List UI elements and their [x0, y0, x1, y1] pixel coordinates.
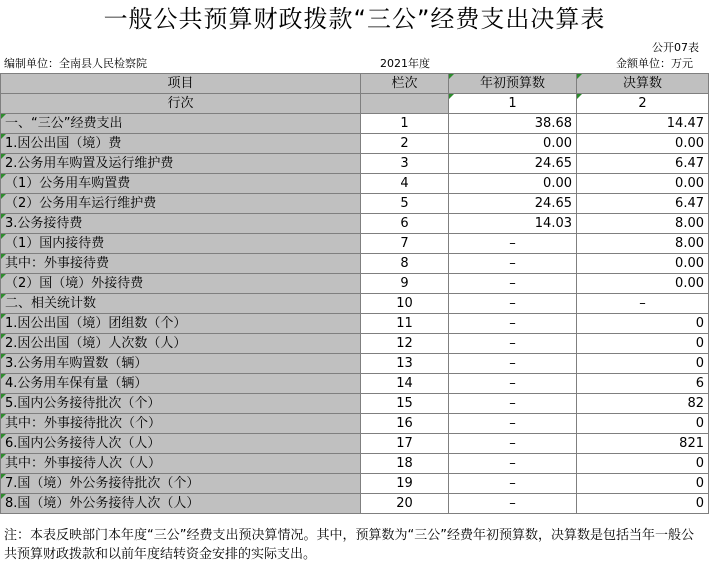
row-budget: – — [449, 374, 577, 394]
row-final: 0 — [577, 494, 709, 514]
row-final: 0 — [577, 314, 709, 334]
header-blank — [361, 94, 449, 114]
report-title: 一般公共预算财政拨款“三公”经费支出决算表 — [103, 5, 606, 33]
amount-unit: 金额单位：万元 — [616, 57, 693, 70]
header-final: 决算数 — [577, 74, 709, 94]
row-final: 0 — [577, 354, 709, 374]
row-final: – — [577, 294, 709, 314]
row-item: 一、“三公”经费支出 — [1, 114, 361, 134]
table-row — [1, 134, 709, 154]
row-item: 其中：外事接待费 — [1, 254, 361, 274]
row-item: 其中：外事接待人次（人） — [1, 454, 361, 474]
row-number: 3 — [361, 154, 449, 174]
row-number: 16 — [361, 414, 449, 434]
row-final: 6.47 — [577, 154, 709, 174]
row-budget: 0.00 — [449, 174, 577, 194]
table-row — [1, 214, 709, 234]
table-row — [1, 174, 709, 194]
table-row — [1, 274, 709, 294]
table-row — [1, 194, 709, 214]
row-item: 二、相关统计数 — [1, 294, 361, 314]
table-row — [1, 114, 709, 134]
row-number: 11 — [361, 314, 449, 334]
row-final: 0.00 — [577, 274, 709, 294]
row-number: 15 — [361, 394, 449, 414]
row-final: 8.00 — [577, 214, 709, 234]
row-item: 1.因公出国（境）费 — [1, 134, 361, 154]
row-number: 7 — [361, 234, 449, 254]
row-budget: – — [449, 254, 577, 274]
row-final: 8.00 — [577, 234, 709, 254]
row-item: 3.公务接待费 — [1, 214, 361, 234]
table-row — [1, 494, 709, 514]
row-final: 0 — [577, 474, 709, 494]
table-row — [1, 334, 709, 354]
header-item: 项目 — [1, 74, 361, 94]
table-row — [1, 414, 709, 434]
row-number: 19 — [361, 474, 449, 494]
row-number: 17 — [361, 434, 449, 454]
row-budget: – — [449, 334, 577, 354]
table-row — [1, 294, 709, 314]
expense-table — [0, 73, 709, 514]
row-number: 6 — [361, 214, 449, 234]
header-final-no: 2 — [577, 94, 709, 114]
row-final: 6 — [577, 374, 709, 394]
row-budget: 38.68 — [449, 114, 577, 134]
row-number: 20 — [361, 494, 449, 514]
table-row — [1, 474, 709, 494]
row-item: 4.公务用车保有量（辆） — [1, 374, 361, 394]
row-final: 82 — [577, 394, 709, 414]
row-item: 2.公务用车购置及运行维护费 — [1, 154, 361, 174]
row-budget: 14.03 — [449, 214, 577, 234]
row-item: （2）国（境）外接待费 — [1, 274, 361, 294]
row-item: 其中：外事接待批次（个） — [1, 414, 361, 434]
row-number: 4 — [361, 174, 449, 194]
header-budget-no: 1 — [449, 94, 577, 114]
row-item: 7.国（境）外公务接待批次（个） — [1, 474, 361, 494]
footnote: 注：本表反映部门本年度“三公”经费支出预决算情况。其中，预算数为“三公”经费年初预算数，决算数是包括当年一般公共预算财政拨款和以前年度结转资金安排的实际支出。 — [4, 528, 694, 562]
row-item: 2.因公出国（境）人次数（人） — [1, 334, 361, 354]
form-code: 公开07表 — [652, 41, 699, 54]
row-final: 14.47 — [577, 114, 709, 134]
header-budget: 年初预算数 — [449, 74, 577, 94]
row-budget: – — [449, 454, 577, 474]
row-final: 6.47 — [577, 194, 709, 214]
header-col-no: 栏次 — [361, 74, 449, 94]
row-item: 6.国内公务接待人次（人） — [1, 434, 361, 454]
header-index-row — [1, 94, 709, 114]
row-budget: – — [449, 234, 577, 254]
row-budget: – — [449, 394, 577, 414]
row-number: 9 — [361, 274, 449, 294]
table-row — [1, 154, 709, 174]
table-row — [1, 354, 709, 374]
row-final: 0 — [577, 454, 709, 474]
row-budget: – — [449, 414, 577, 434]
table-row — [1, 374, 709, 394]
table-row — [1, 394, 709, 414]
table-row — [1, 254, 709, 274]
row-item: 3.公务用车购置数（辆） — [1, 354, 361, 374]
row-item: （1）国内接待费 — [1, 234, 361, 254]
row-budget: – — [449, 314, 577, 334]
row-budget: – — [449, 354, 577, 374]
row-final: 0 — [577, 334, 709, 354]
row-final: 0.00 — [577, 174, 709, 194]
row-final: 821 — [577, 434, 709, 454]
row-number: 18 — [361, 454, 449, 474]
row-budget: – — [449, 474, 577, 494]
row-item: 1.因公出国（境）团组数（个） — [1, 314, 361, 334]
row-number: 1 — [361, 114, 449, 134]
row-budget: – — [449, 434, 577, 454]
reporting-unit: 编制单位：全南县人民检察院 — [4, 57, 147, 70]
table-row — [1, 434, 709, 454]
row-item: 8.国（境）外公务接待人次（人） — [1, 494, 361, 514]
table-body — [1, 114, 709, 514]
row-item: （2）公务用车运行维护费 — [1, 194, 361, 214]
row-final: 0 — [577, 414, 709, 434]
header-row-label: 行次 — [1, 94, 361, 114]
row-number: 5 — [361, 194, 449, 214]
row-item: 5.国内公务接待批次（个） — [1, 394, 361, 414]
row-budget: – — [449, 294, 577, 314]
row-final: 0.00 — [577, 134, 709, 154]
table-row — [1, 454, 709, 474]
row-number: 13 — [361, 354, 449, 374]
row-number: 10 — [361, 294, 449, 314]
row-number: 8 — [361, 254, 449, 274]
row-budget: 24.65 — [449, 194, 577, 214]
row-final: 0.00 — [577, 254, 709, 274]
row-number: 14 — [361, 374, 449, 394]
fiscal-year: 2021年度 — [380, 57, 430, 70]
row-budget: – — [449, 494, 577, 514]
row-budget: 0.00 — [449, 134, 577, 154]
row-number: 2 — [361, 134, 449, 154]
row-item: （1）公务用车购置费 — [1, 174, 361, 194]
row-budget: – — [449, 274, 577, 294]
row-budget: 24.65 — [449, 154, 577, 174]
table-row — [1, 234, 709, 254]
header-row — [1, 74, 709, 94]
table-row — [1, 314, 709, 334]
row-number: 12 — [361, 334, 449, 354]
